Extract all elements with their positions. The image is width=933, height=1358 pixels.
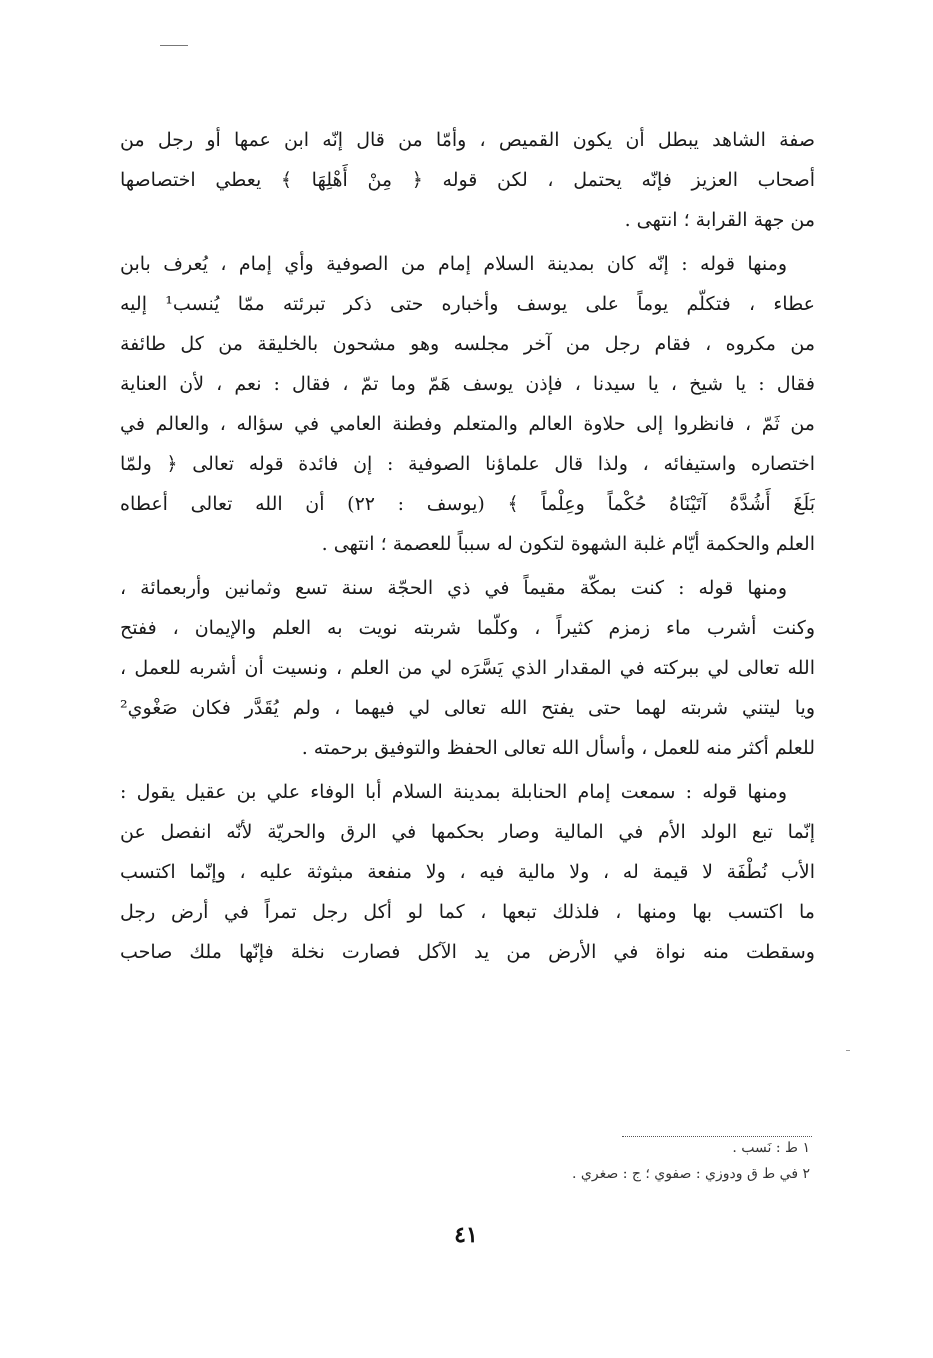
text-line: عطاء ، فتكلّم يوماً على يوسف وأخباره حتى ذكر تبرئته ممّا يُنسب¹ إليه (120, 293, 815, 315)
text-line: الله تعالى لي ببركته في المقدار الذي يَسَّرَه لي من العلم ، ونسيت أن أشربه للعمل ، (120, 657, 815, 679)
paragraph-3 (120, 568, 815, 768)
paragraph-4 (120, 772, 815, 972)
margin-mark (846, 1050, 850, 1051)
footnote-1: ١ ط : نَسب . (732, 1140, 810, 1156)
text-line: صفة الشاهد يبطل أن يكون القميص ، وأمّا من قال إنّه ابن عمها أو رجل من (120, 129, 815, 151)
text-line: وسقطت منه نواة في الأرض من يد الآكل فصارت نخلة فإنّها ملك صاحب (120, 941, 815, 963)
footnotes (430, 1135, 810, 1187)
text-line: للعلم أكثر منه للعمل ، وأسأل الله تعالى الحفظ والتوفيق برحمته . (301, 737, 815, 759)
text-line: وكنت أشرب ماء زمزم كثيراً ، وكلّما شربته نويت به العلم والإيمان ، ففتح (120, 617, 815, 639)
paragraph-2 (120, 244, 815, 564)
text-line: ومنها قوله : إنّه كان بمدينة السلام إمام من الصوفية وأي إمام ، يُعرف بابن (120, 253, 787, 275)
text-line: ومنها قوله : كنت بمكّة مقيماً في ذي الحجّة سنة تسع وثمانين وأربعمائة ، (120, 577, 787, 599)
text-line: بَلَغَ أَشُدَّهُ آتَيْنَاهُ حُكْماً وعِلْماً ﴾ (يوسف : ٢٢) أن الله تعالى أعطاه (120, 493, 815, 515)
text-line: من مكروه ، فقام رجل من آخر مجلسه وهو مشحون بالخليقة من كل طائفة (120, 333, 815, 355)
page-body (120, 120, 815, 976)
text-line: من جهة القرابة ؛ انتهى . (624, 209, 815, 231)
text-line: اختصاره واستيفائه ، ولذا قال علماؤنا الصوفية : إن فائدة قوله تعالى ﴿ ولمّا (120, 453, 815, 475)
text-line: أصحاب العزيز فإنّه يحتمل ، لكن قوله ﴿ مِنْ أَهْلِهَا ﴾ يعطي اختصاصها (120, 169, 815, 191)
footnote-2: ٢ في ط ق ودوزي : صفوي ؛ ج : صغري . (572, 1166, 810, 1182)
text-line: العلم والحكمة أيّام غلبة الشهوة لتكون له سبباً للعصمة ؛ انتهى . (321, 533, 815, 555)
text-line: من ثَمّ ، فانظروا إلى حلاوة العالم والمتعلم وفطنة العامي في سؤاله ، والعالم في (120, 413, 815, 435)
page-number: ٤١ (454, 1222, 478, 1248)
header-rule (160, 45, 188, 46)
text-line: فقال : يا شيخ ، يا سيدنا ، فإذن يوسف هَمّ وما تمّ ، فقال : نعم ، لأن العناية (120, 373, 815, 395)
text-line: إنّما تبع الولد الأم في المالية وصار بحكمها في الرق والحريّة لأنّه انفصل عن (120, 821, 815, 843)
text-line: ومنها قوله : سمعت إمام الحنابلة بمدينة السلام أبا الوفاء علي بن عقيل يقول : (120, 781, 787, 803)
text-line: ما اكتسب بها ومنها ، فلذلك تبعها ، كما لو أكل رجل تمراً في أرض رجل (120, 901, 815, 923)
text-line: ويا ليتني شربته لهما حتى يفتح الله تعالى لي فيهما ، ولم يُقَدَّر فكان صَغْوي² (120, 697, 815, 719)
text-line: الأب نُطْفَة لا قيمة له ، ولا مالية فيه ، ولا منفعة مبثوثة عليه ، وإنّما اكتسب (120, 861, 815, 883)
paragraph-1 (120, 120, 815, 240)
